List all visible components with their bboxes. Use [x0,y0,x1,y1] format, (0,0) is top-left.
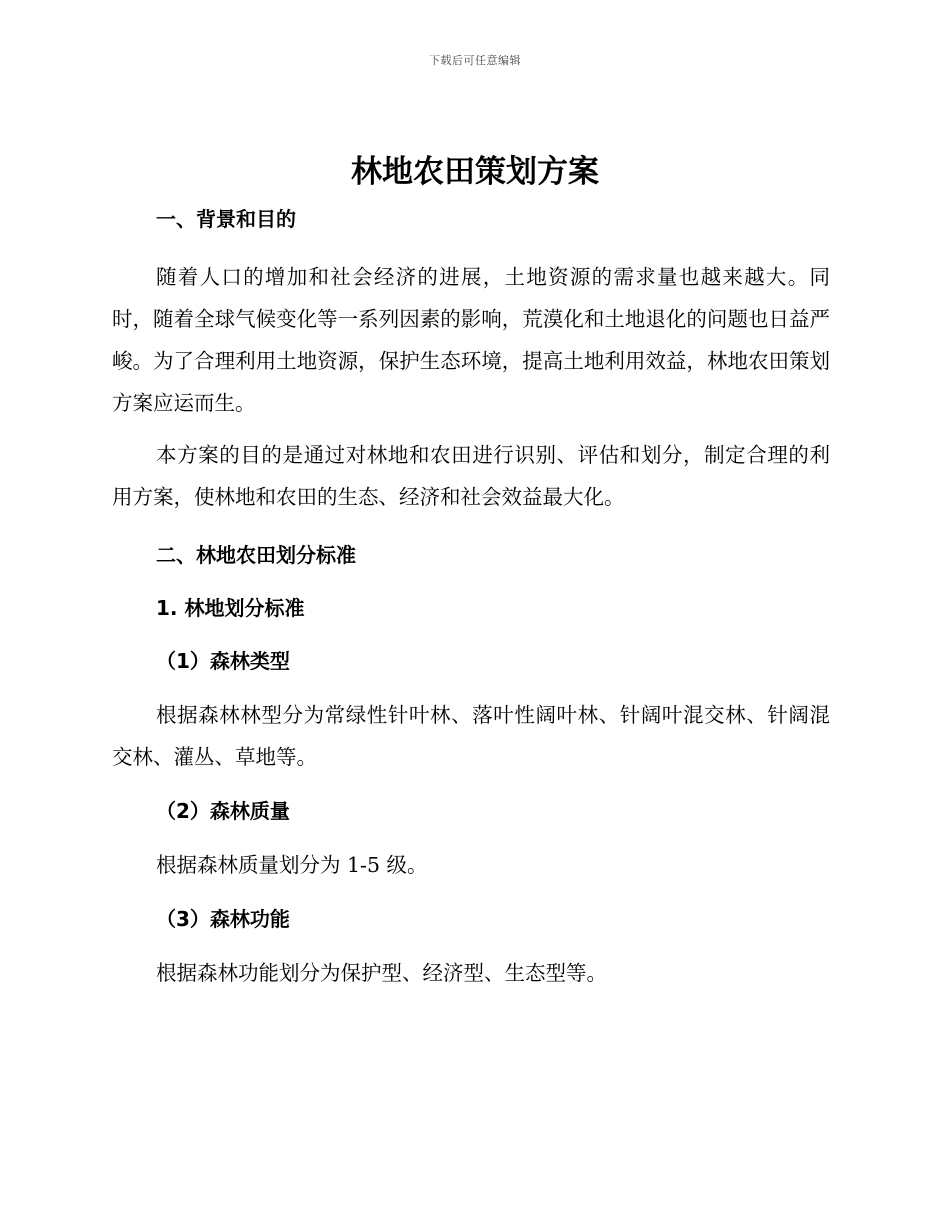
item-title-forest-type: （1）森林类型 [156,649,290,673]
item-text-forest-quality: 根据森林质量划分为 1-5 级。 [156,853,428,877]
item-title-forest-quality: （2）森林质量 [156,799,290,823]
document-title: 林地农田策划方案 [351,154,599,190]
item-text-forest-function: 根据森林功能划分为保护型、经济型、生态型等。 [156,961,607,985]
paragraph-purpose: 本方案的目的是通过对林地和农田进行识别、评估和划分，制定合理的利用方案，使林地和农田的生态、经济和社会效益最大化。 [112,443,830,509]
item-title-forest-function: （3）森林功能 [156,907,290,931]
section-heading-background: 一、背景和目的 [156,207,296,231]
subheading-forest-standards: 1. 林地划分标准 [156,596,305,620]
document-body [112,200,830,994]
section-heading-standards: 二、林地农田划分标准 [156,543,356,567]
header-note: 下载后可任意编辑 [429,54,521,67]
item-text-forest-type: 根据森林林型分为常绿性针叶林、落叶性阔叶林、针阔叶混交林、针阔混交林、灌丛、草地等。 [112,703,830,769]
paragraph-background: 随着人口的增加和社会经济的进展，土地资源的需求量也越来越大。同时，随着全球气候变化等一系列因素的影响，荒漠化和土地退化的问题也日益严峻。为了合理利用土地资源，保护生态环境，提高土地利用效益，林地农田策划方案应运而生。 [112,265,830,415]
